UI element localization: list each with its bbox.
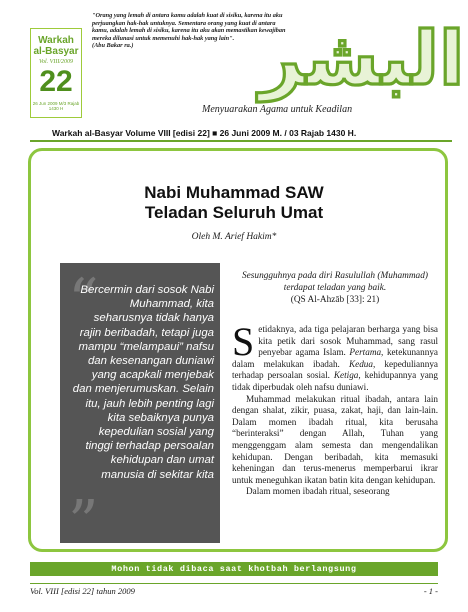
p1-ketiga: Ketiga, [333, 370, 361, 381]
badge-volume: Vol. VIII/2009 [39, 59, 73, 65]
badge-date: 26 Jun 2009 M/3 Rajab 1430 H [32, 101, 80, 111]
p1-part-a: etidaknya, ada tiga pelajaran berharga yang bisa kita petik dari sosok Muhammad, sang rasul penyebar agama Islam. [258, 324, 438, 358]
article-title-line-2: Teladan Seluruh Umat [144, 203, 324, 222]
p1-pertama: Pertama, [349, 347, 384, 358]
masthead-calligraphy [259, 10, 465, 102]
footer-divider [30, 583, 438, 584]
open-quote-glyph: “ [68, 266, 99, 336]
badge-name: Warkah al-Basyar [33, 35, 79, 57]
masthead-tagline: Menyuarakan Agama untuk Keadilan [202, 104, 353, 115]
badge-number: 22 [39, 65, 73, 98]
article-body [232, 319, 438, 498]
pull-quote-text: Bercermin dari sosok Nabi Muhammad, kita seharusnya tidak hanya rajin beribadah, tetapi juga mampu “melampaui” nafsu dan kesenangan duniawi yang acapkali menjebak dan menjerumuskan. Selain itu, jauh lebih penting lagi kita sebaiknya punya kepedulian sosial yang tinggi terhadap persoalan kehidupan dan umat manusia di sekitar kita [72, 284, 214, 481]
p1-part-d: kehidupannya yang tidak diperbudak oleh nafsu duniawi. [232, 370, 438, 392]
article-title-line-1: Nabi Muhammad SAW [144, 183, 324, 202]
issue-line: Warkah al-Basyar Volume VIII [edisi 22] ■ 26 Juni 2009 M. / 03 Rajab 1430 H. [52, 128, 357, 138]
paragraph-1 [232, 319, 438, 394]
close-quote-glyph: ” [68, 488, 99, 558]
paragraph-2: Muhammad melakukan ritual ibadah, antara lain dengan shalat, zikir, puasa, zakat, haji, dan lain-lain. Dalam momen ibadah ritual, kita berusaha “berinteraksi” dengan Allah, Tuhan yang menggenggam alam semesta dan mengendalikan kehidupan. Dengan beribadah, kita memasuki keheningan dan terus-menerus memperbarui ikrar untuk meneguhkan ikatan batin kita dengan kehidupan. [232, 393, 438, 485]
verse-text: Sesungguhnya pada diri Rasulullah (Muhammad) terdapat teladan yang baik. [242, 271, 428, 293]
pull-quote-box [60, 263, 220, 558]
header-quote: "Orang yang lemah di antara kamu adalah kuat di sisiku, karena itu aku perjuangkan hak-hak untuknya. Sementara orang yang kuat di antara kamu, adalah lemah di sisiku, karena itu aku akan memastikan kewajiban mereka dilunasi untuk memenuhi hak-hak yang lain". (Abu Bakar ra.) [92, 12, 286, 50]
footer-notice: Mohon tidak dibaca saat khotbah berlangsung [30, 562, 438, 576]
header-divider [30, 140, 452, 142]
p1-part-c: kepeduliannya terhadap persoalan sosial. [232, 358, 438, 381]
issue-badge [30, 28, 82, 118]
p1-kedua: Kedua, [348, 358, 376, 369]
footer-volume: Vol. VIII [edisi 22] tahun 2009 [30, 586, 135, 596]
verse-reference: (QS Al-Ahzāb [33]: 21) [290, 295, 380, 305]
p1-part-b: ketekunannya dalam melakukan ibadah. [232, 347, 438, 369]
masthead-arabic-text: البشر [259, 16, 465, 102]
drop-cap: S [232, 319, 255, 364]
quran-verse [232, 270, 438, 306]
article-author: Oleh M. Arief Hakim* [191, 232, 277, 242]
page-number: - 1 - [423, 586, 438, 596]
article-title [60, 183, 408, 223]
paragraph-3: Dalam momen ibadah ritual, seseorang [246, 486, 390, 497]
